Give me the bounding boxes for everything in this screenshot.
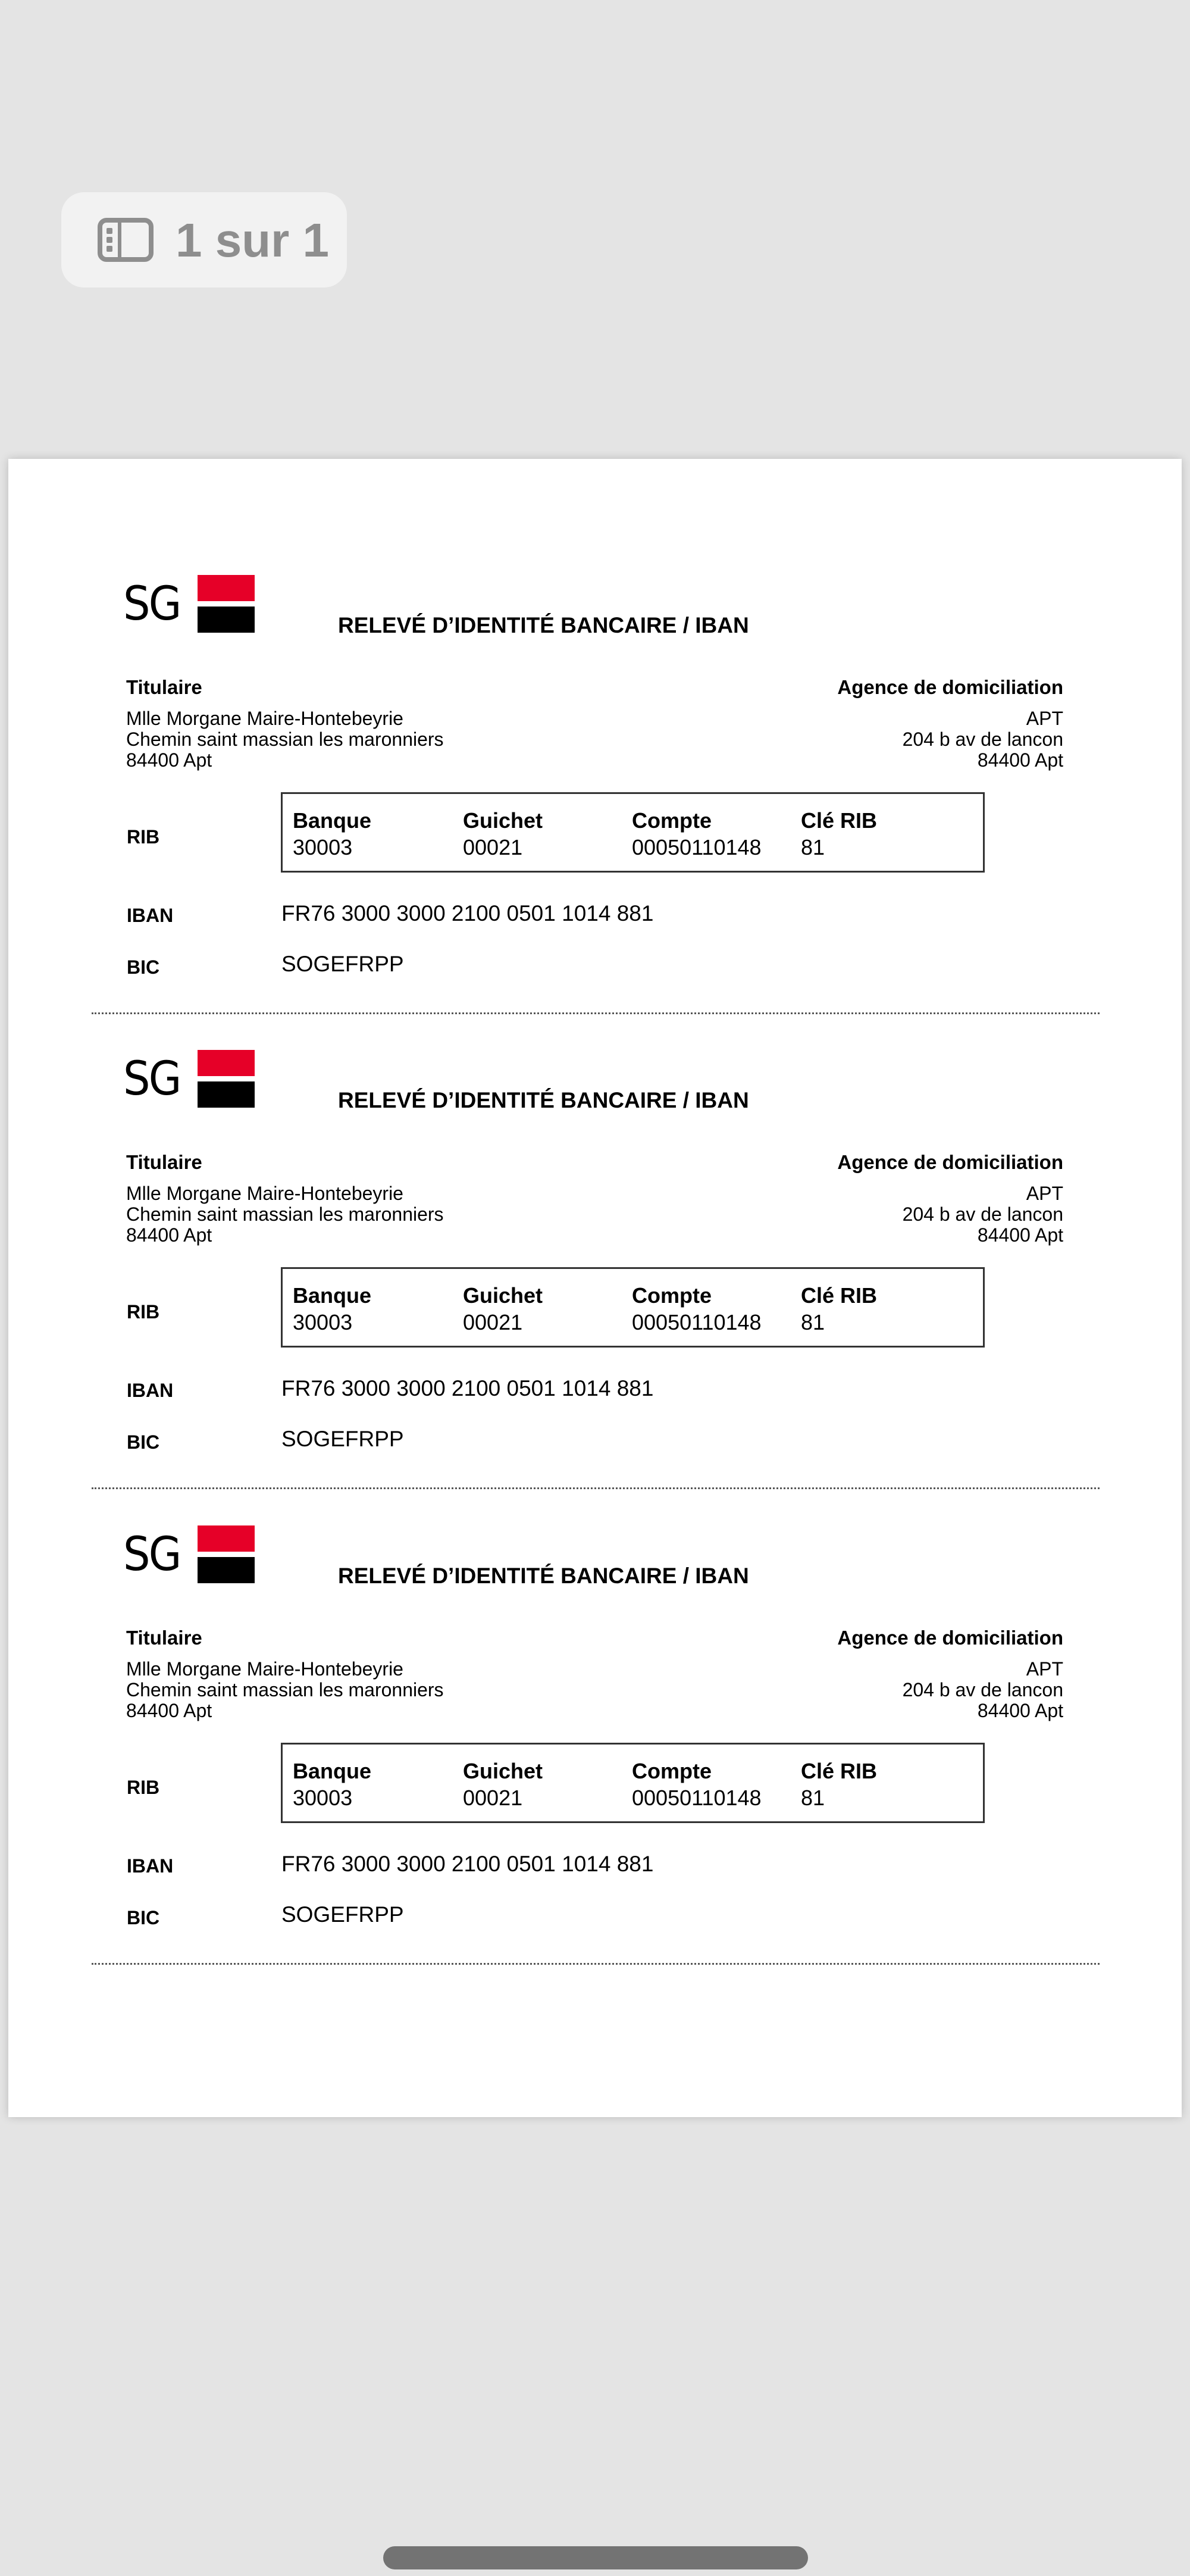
rib-value-compte: 00050110148 [632,835,762,859]
page-counter-button[interactable] [61,192,347,287]
page-counter-label: 1 sur 1 [176,214,329,267]
rib-block [8,1409,1182,1928]
rib-table [281,792,985,873]
rib-header-banque: Banque [293,1283,372,1308]
titulaire-address [126,1659,444,1721]
agence-name: APT [1026,1658,1063,1680]
rib-value-guichet: 00021 [463,1786,523,1810]
agence-street: 204 b av de lancon [902,1203,1063,1225]
rib-value-cle: 81 [801,1310,825,1334]
titulaire-label: Titulaire [126,676,202,698]
rib-label: RIB [127,1301,160,1323]
agence-street: 204 b av de lancon [902,1679,1063,1700]
rib-header-banque: Banque [293,1759,372,1783]
iban-value: FR76 3000 3000 2100 0501 1014 881 [281,1376,654,1400]
rib-value-compte: 00050110148 [632,1786,762,1810]
iban-value: FR76 3000 3000 2100 0501 1014 881 [281,901,654,926]
rib-value-cle: 81 [801,835,825,859]
document-title: RELEVÉ D’IDENTITÉ BANCAIRE / IBAN [338,1564,749,1588]
iban-value: FR76 3000 3000 2100 0501 1014 881 [281,1852,654,1876]
iban-label: IBAN [127,1855,174,1877]
titulaire-city: 84400 Apt [126,1700,212,1721]
home-indicator[interactable] [383,2546,808,2569]
bic-value: SOGEFRPP [281,952,404,976]
agence-city: 84400 Apt [977,1700,1063,1721]
sg-logo-black-square [198,607,255,633]
sg-logo-text: SG [123,1052,180,1106]
agence-address [903,1659,1063,1721]
rib-header-cle: Clé RIB [801,808,878,833]
document-page [8,459,1182,2117]
titulaire-street: Chemin saint massian les maronniers [126,729,444,750]
titulaire-label: Titulaire [126,1151,202,1173]
agence-street: 204 b av de lancon [902,729,1063,750]
rib-value-banque: 30003 [293,1786,353,1810]
sg-logo-black-square [198,1557,255,1583]
rib-label: RIB [127,826,160,848]
rib-block [8,934,1182,1453]
titulaire-address [126,708,444,771]
titulaire-city: 84400 Apt [126,1224,212,1246]
cut-separator [92,1963,1100,1965]
agence-label: Agence de domiciliation [837,1627,1063,1649]
rib-header-guichet: Guichet [463,808,543,833]
sg-logo-red-square [198,575,255,601]
rib-value-compte: 00050110148 [632,1310,762,1334]
rib-header-cle: Clé RIB [801,1283,878,1308]
rib-table [281,1743,985,1823]
titulaire-street: Chemin saint massian les maronniers [126,1679,444,1700]
bic-value: SOGEFRPP [281,1427,404,1451]
iban-label: IBAN [127,905,174,926]
rib-header-cle: Clé RIB [801,1759,878,1783]
agence-label: Agence de domiciliation [837,676,1063,698]
sg-logo-text: SG [123,577,180,631]
sidebar-icon [98,218,154,262]
rib-value-banque: 30003 [293,1310,353,1334]
rib-header-compte: Compte [632,808,712,833]
rib-value-banque: 30003 [293,835,353,859]
agence-name: APT [1026,1183,1063,1204]
rib-value-guichet: 00021 [463,835,523,859]
document-title: RELEVÉ D’IDENTITÉ BANCAIRE / IBAN [338,613,749,637]
agence-city: 84400 Apt [977,749,1063,771]
agence-address [903,1183,1063,1246]
titulaire-city: 84400 Apt [126,749,212,771]
rib-header-compte: Compte [632,1759,712,1783]
rib-header-banque: Banque [293,808,372,833]
rib-value-guichet: 00021 [463,1310,523,1334]
titulaire-name: Mlle Morgane Maire-Hontebeyrie [126,1183,403,1204]
rib-label: RIB [127,1777,160,1798]
rib-header-guichet: Guichet [463,1759,543,1783]
sg-logo-text: SG [123,1528,180,1581]
document-title: RELEVÉ D’IDENTITÉ BANCAIRE / IBAN [338,1088,749,1112]
sg-logo-red-square [198,1050,255,1076]
agence-label: Agence de domiciliation [837,1151,1063,1173]
titulaire-name: Mlle Morgane Maire-Hontebeyrie [126,1658,403,1680]
titulaire-address [126,1183,444,1246]
rib-header-compte: Compte [632,1283,712,1308]
agence-city: 84400 Apt [977,1224,1063,1246]
bic-value: SOGEFRPP [281,1902,404,1927]
rib-value-cle: 81 [801,1786,825,1810]
bic-label: BIC [127,1907,160,1928]
bic-label: BIC [127,956,160,978]
rib-table [281,1267,985,1348]
rib-block [8,459,1182,978]
iban-label: IBAN [127,1380,174,1401]
rib-header-guichet: Guichet [463,1283,543,1308]
agence-address [903,708,1063,771]
bic-label: BIC [127,1431,160,1453]
titulaire-label: Titulaire [126,1627,202,1649]
agence-name: APT [1026,708,1063,729]
sg-logo-red-square [198,1525,255,1552]
titulaire-street: Chemin saint massian les maronniers [126,1203,444,1225]
sg-logo-black-square [198,1081,255,1108]
titulaire-name: Mlle Morgane Maire-Hontebeyrie [126,708,403,729]
